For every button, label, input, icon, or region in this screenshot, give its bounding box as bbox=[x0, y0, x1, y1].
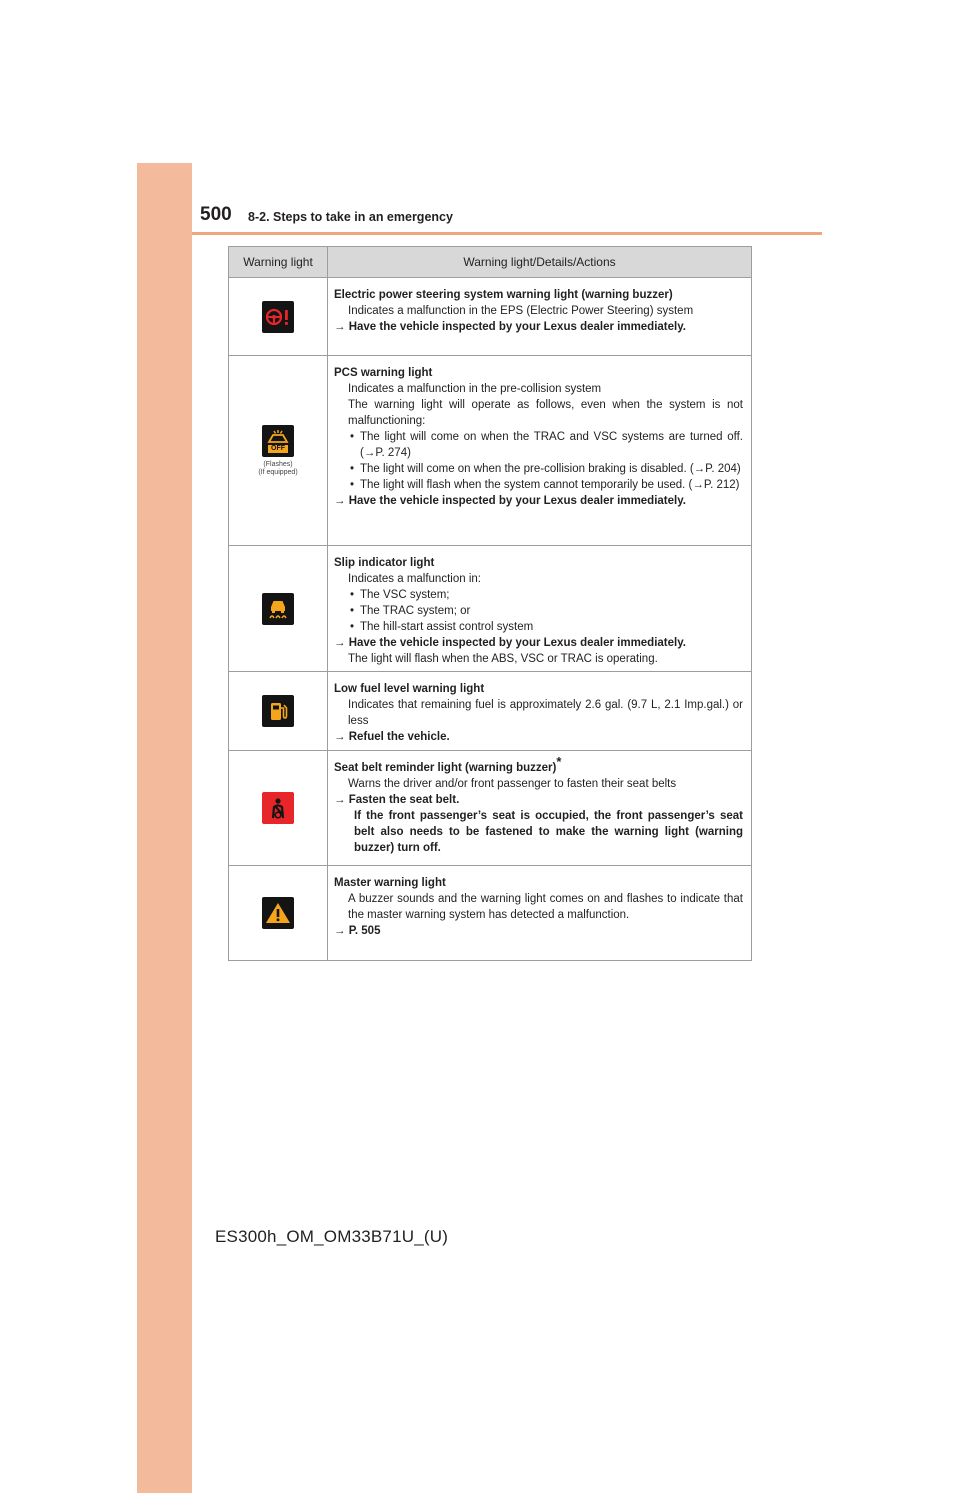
row-action: Have the vehicle inspected by your Lexus dealer immediately. bbox=[348, 495, 686, 507]
table-row bbox=[229, 672, 751, 751]
arrow-icon: → bbox=[334, 925, 346, 937]
table-header bbox=[229, 247, 751, 278]
arrow-icon: → bbox=[334, 321, 346, 333]
row-desc: Indicates a malfunction in the EPS (Electric Power Steering) system bbox=[348, 305, 694, 317]
row-title: Master warning light bbox=[334, 877, 446, 889]
list-item: • The VSC system; bbox=[334, 587, 743, 603]
table-row bbox=[229, 866, 751, 961]
header-rule bbox=[192, 232, 822, 235]
col-warning-light: Warning light bbox=[229, 247, 328, 277]
row-desc: Indicates a malfunction in: bbox=[348, 573, 481, 585]
col-details: Warning light/Details/Actions bbox=[463, 255, 616, 269]
row-action: Fasten the seat belt. bbox=[348, 794, 460, 806]
flashes-note: (Flashes) bbox=[263, 460, 293, 468]
steering-warning-icon bbox=[262, 301, 294, 333]
row-title: PCS warning light bbox=[334, 367, 433, 379]
seat-belt-icon bbox=[262, 792, 294, 824]
arrow-icon: → bbox=[334, 495, 346, 507]
row-note: If the front passenger’s seat is occupied, the front passenger’s seat belt also needs to be fastened to make the warning light (warning buzzer) turn off. bbox=[354, 810, 743, 854]
master-warning-icon bbox=[262, 897, 294, 929]
row-action: P. 505 bbox=[348, 925, 381, 937]
list-item: • The hill-start assist control system bbox=[334, 619, 743, 635]
footer-doc-code: ES300h_OM_OM33B71U_(U) bbox=[215, 1227, 449, 1246]
row-action: Have the vehicle inspected by your Lexus dealer immediately. bbox=[348, 637, 686, 649]
row-title: Electric power steering system warning light (warning buzzer) bbox=[334, 289, 673, 301]
row-action: Refuel the vehicle. bbox=[348, 731, 450, 743]
list-item: • The light will come on when the TRAC and VSC systems are turned off. (→P. 274) bbox=[334, 429, 743, 461]
page-number: 500 bbox=[200, 204, 232, 225]
pcs-warning-icon bbox=[262, 425, 294, 457]
table-row bbox=[229, 356, 751, 546]
row-desc: A buzzer sounds and the warning light comes on and flashes to indicate that the master warning system has detected a malfunction. bbox=[348, 893, 743, 921]
arrow-icon: → bbox=[334, 637, 346, 649]
list-item: • The light will flash when the system cannot temporarily be used. (→P. 212) bbox=[334, 477, 743, 493]
row-desc: Warns the driver and/or front passenger to fasten their seat belts bbox=[348, 778, 677, 790]
list-item: • The light will come on when the pre-collision braking is disabled. (→P. 204) bbox=[334, 461, 743, 477]
row-title: Slip indicator light bbox=[334, 557, 435, 569]
slip-indicator-icon bbox=[262, 593, 294, 625]
side-tab bbox=[137, 163, 192, 1493]
row-title: Seat belt reminder light (warning buzzer) bbox=[334, 762, 557, 774]
row-action: Have the vehicle inspected by your Lexus dealer immediately. bbox=[348, 321, 686, 333]
arrow-icon: → bbox=[334, 794, 346, 806]
warning-light-table bbox=[228, 246, 752, 961]
arrow-icon: → bbox=[334, 731, 346, 743]
if-equipped-note: (If equipped) bbox=[258, 468, 298, 476]
table-row bbox=[229, 546, 751, 672]
footnote-mark: * bbox=[556, 754, 562, 770]
section-title: 8-2. Steps to take in an emergency bbox=[248, 210, 453, 224]
row-desc: Indicates a malfunction in the pre-collision system bbox=[348, 383, 602, 395]
row-title: Low fuel level warning light bbox=[334, 683, 485, 695]
row-desc: The warning light will operate as follows, even when the system is not malfunctioning: bbox=[348, 399, 743, 427]
table-row bbox=[229, 278, 751, 356]
row-note: The light will flash when the ABS, VSC or TRAC is operating. bbox=[348, 653, 658, 665]
table-row bbox=[229, 751, 751, 866]
pcs-off-label: OFF bbox=[268, 445, 288, 453]
row-desc: Indicates that remaining fuel is approximately 2.6 gal. (9.7 L, 2.1 Imp.gal.) or less bbox=[348, 699, 743, 727]
fuel-pump-icon bbox=[262, 695, 294, 727]
list-item: • The TRAC system; or bbox=[334, 603, 743, 619]
